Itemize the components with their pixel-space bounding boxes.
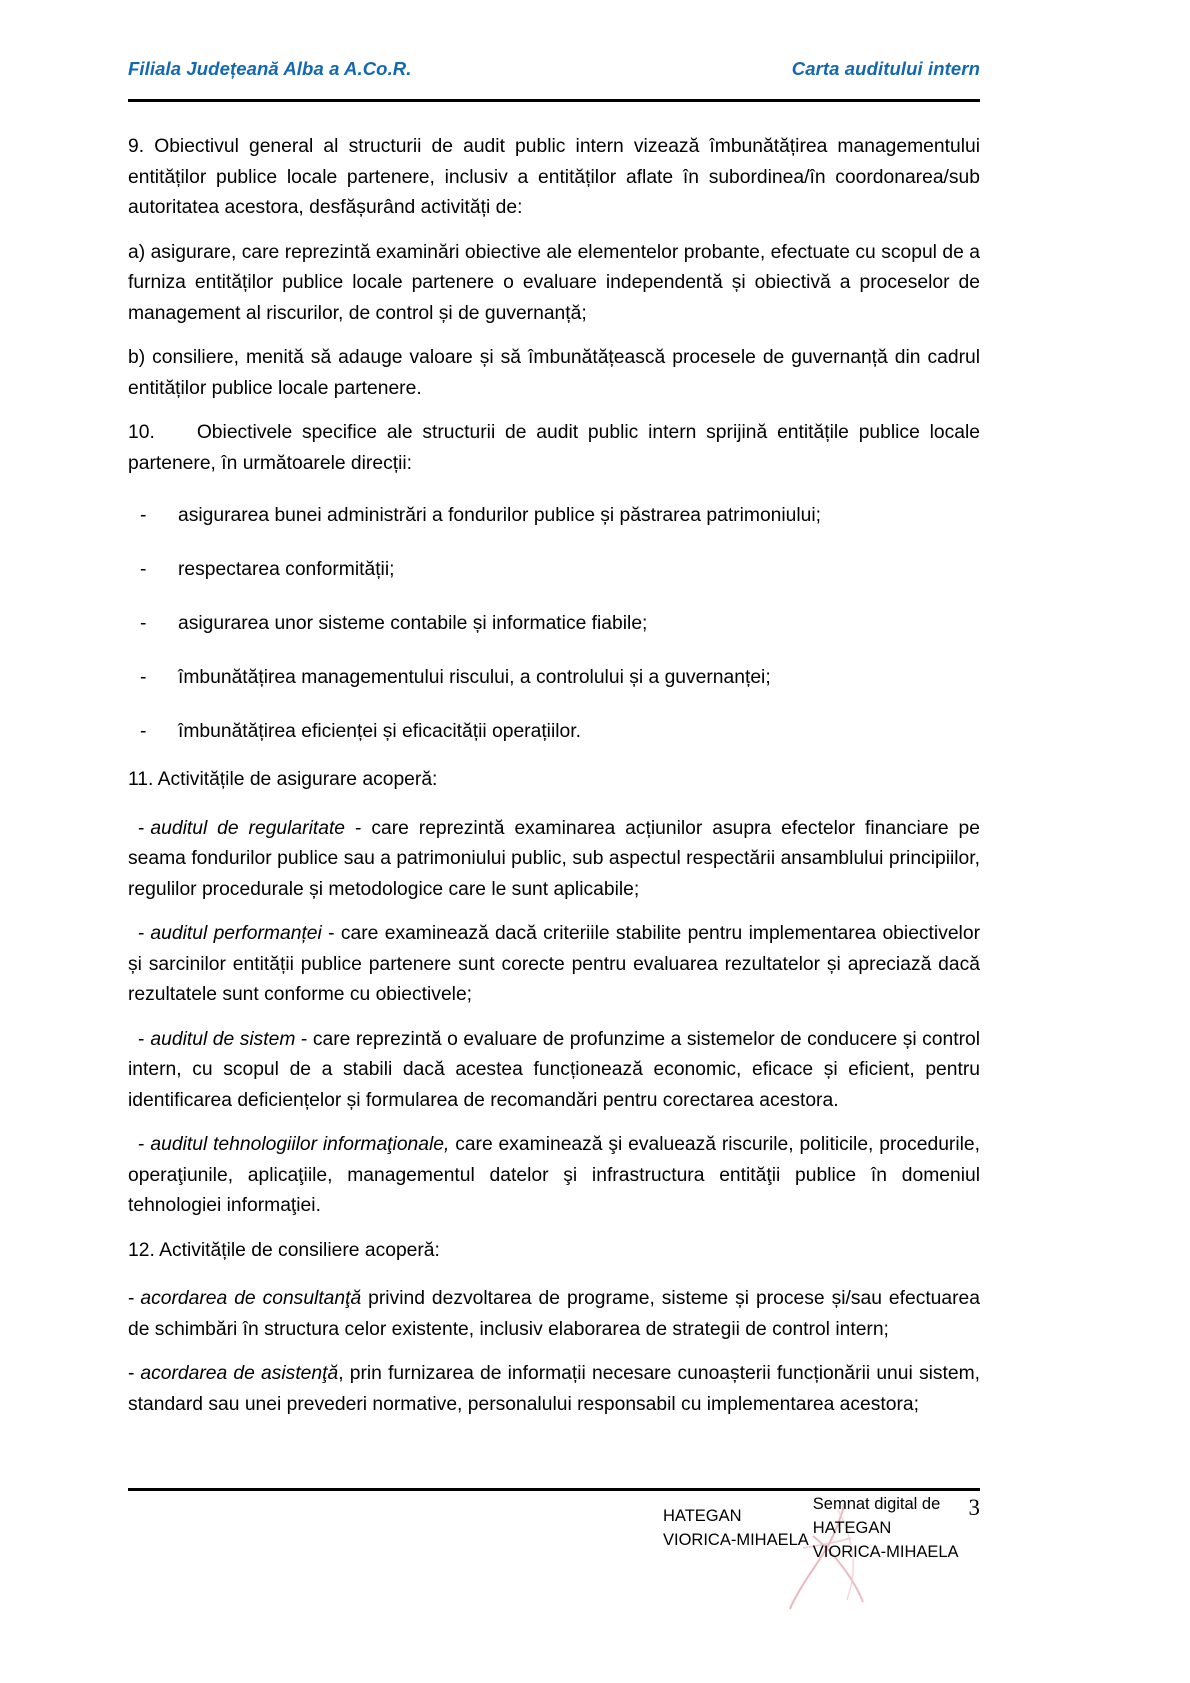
paragraph-12: 12. Activitățile de consiliere acoperă: bbox=[128, 1239, 440, 1261]
list-item bbox=[128, 663, 980, 693]
paragraph-b: b) consiliere, menită să adauge valoare și să îmbunătățească procesele de guvernanță din cadrul entităților publice locale partenere. bbox=[128, 347, 980, 399]
sub-item-sistem bbox=[128, 1025, 980, 1117]
sub-item-performantei bbox=[128, 919, 980, 1011]
dash-bullet-icon: - bbox=[140, 505, 147, 526]
header-divider bbox=[128, 99, 980, 102]
list-item-label: respectarea conformității; bbox=[178, 559, 395, 580]
dash-marker: - bbox=[128, 1363, 135, 1384]
sub-item-body: - care examinează dacă criteriile stabilite pentru implementarea obiectivelor și sarcinilor entității publice partenere sunt corecte pentru evaluarea rezultatelor și apreciază dacă rezultatele sunt conforme cu obiectivele; bbox=[128, 923, 980, 1005]
sub-item-tehnologii-informationale bbox=[128, 1130, 980, 1222]
dash-bullet-icon: - bbox=[140, 667, 147, 688]
list-item bbox=[128, 717, 980, 747]
list-item bbox=[128, 609, 980, 639]
signature-meta bbox=[813, 1492, 959, 1564]
document-body bbox=[128, 132, 980, 1434]
list-item-label: asigurarea bunei administrări a fondurilor publice și păstrarea patrimoniului; bbox=[178, 505, 822, 526]
paragraph-10-number: 10. bbox=[128, 422, 155, 443]
list-item-label: îmbunătățirea managementului riscului, a controlului și a guvernanței; bbox=[178, 667, 771, 688]
sub-item-term: auditul de sistem bbox=[150, 1028, 296, 1050]
footer-divider bbox=[128, 1488, 980, 1491]
page-header bbox=[128, 58, 980, 80]
page-number: 3 bbox=[968, 1495, 980, 1520]
signature-meta-line-1: Semnat digital de bbox=[812, 1495, 941, 1513]
dash-bullet-icon: - bbox=[140, 721, 147, 742]
sub-item-body: - care reprezintă examinarea acțiunilor asupra efectelor financiare pe seama fondurilor publice sau a patrimoniului public, sub aspectul respectării ansamblului principiilor, regulilor procedurale și metodologice care le sunt aplicabile; bbox=[128, 817, 980, 900]
sub-item-asistenta bbox=[128, 1359, 980, 1420]
sub-item-body: care examinează şi evaluează riscurile, politicile, procedurile, operaţiunile, aplicaţiile, managementul datelor şi infrastructura entităţii publice în domeniul tehnologiei informaţiei. bbox=[128, 1134, 980, 1216]
signature-name-line-2: VIORICA-MIHAELA bbox=[663, 1531, 809, 1549]
dash-marker: - bbox=[138, 923, 145, 944]
dash-marker: - bbox=[128, 1288, 135, 1309]
sub-item-term: acordarea de asistenţă bbox=[140, 1363, 339, 1384]
sub-item-term: auditul performanței bbox=[150, 923, 322, 944]
dash-marker: - bbox=[138, 1028, 145, 1050]
sub-item-consultanta bbox=[128, 1284, 980, 1345]
paragraph-10-text: Obiectivele specifice ale structurii de audit public intern sprijină entitățile publice locale partenere, în următoarele direcții: bbox=[128, 422, 980, 474]
page-footer bbox=[128, 1496, 980, 1676]
sub-item-term: auditul de regularitate bbox=[150, 817, 346, 839]
dash-bullet-icon: - bbox=[140, 613, 147, 634]
sub-item-body: - care reprezintă o evaluare de profunzime a sistemelor de conducere și control intern, cu scopul de a stabili dacă acestea funcționează economic, eficace și eficient, pentru identificarea deficiențelor și formularea de recomandări pentru corectarea acestora. bbox=[128, 1028, 981, 1111]
paragraph-10 bbox=[128, 418, 980, 479]
dash-bullet-icon: - bbox=[140, 559, 147, 580]
sub-item-body: privind dezvoltarea de programe, sisteme și procese și/sau efectuarea de schimbări în structura celor existente, inclusiv elaborarea de strategii de control intern; bbox=[128, 1288, 980, 1340]
signature-name-line-1: HATEGAN bbox=[663, 1507, 742, 1525]
sub-item-term: acordarea de consultanţă bbox=[140, 1288, 362, 1309]
list-item bbox=[128, 555, 980, 585]
sub-item-regularitate bbox=[128, 814, 980, 906]
digital-signature-block bbox=[663, 1495, 1113, 1576]
signature-meta-line-3: VIORICA-MIHAELA bbox=[812, 1543, 959, 1561]
signature-name bbox=[663, 1504, 809, 1552]
header-left-title: Filiala Județeană Alba a A.Co.R. bbox=[128, 58, 412, 79]
header-right-title: Carta auditului intern bbox=[791, 58, 980, 79]
sub-item-term: auditul tehnologiilor informaţionale, bbox=[150, 1134, 450, 1155]
list-item-label: îmbunătățirea eficienței și eficacității operațiilor. bbox=[178, 721, 581, 742]
dash-marker: - bbox=[138, 1134, 145, 1155]
paragraph-9: 9. Obiectivul general al structurii de audit public intern vizează îmbunătățirea managementului entităților publice locale partenere, inclusiv a entităților aflate în subordinea/în coordonarea/sub autoritatea acestora, desfășurând activități de: bbox=[128, 136, 980, 218]
objectives-list bbox=[128, 501, 980, 747]
list-item-label: asigurarea unor sisteme contabile și informatice fiabile; bbox=[178, 613, 648, 634]
paragraph-a: a) asigurare, care reprezintă examinări obiective ale elementelor probante, efectuate cu scopul de a furniza entităților publice locale partenere o evaluare independentă și obiectivă a proceselor de management al riscurilor, de control și de guvernanță; bbox=[128, 241, 980, 324]
dash-marker: - bbox=[138, 817, 145, 839]
paragraph-11: 11. Activitățile de asigurare acoperă: bbox=[128, 769, 438, 790]
sub-item-body: , prin furnizarea de informații necesare cunoașterii funcționării unui sistem, standard sau unei prevederi normative, personalului responsabil cu implementarea acestora; bbox=[128, 1363, 981, 1415]
signature-meta-line-2: HATEGAN bbox=[812, 1519, 892, 1537]
list-item bbox=[128, 501, 980, 531]
